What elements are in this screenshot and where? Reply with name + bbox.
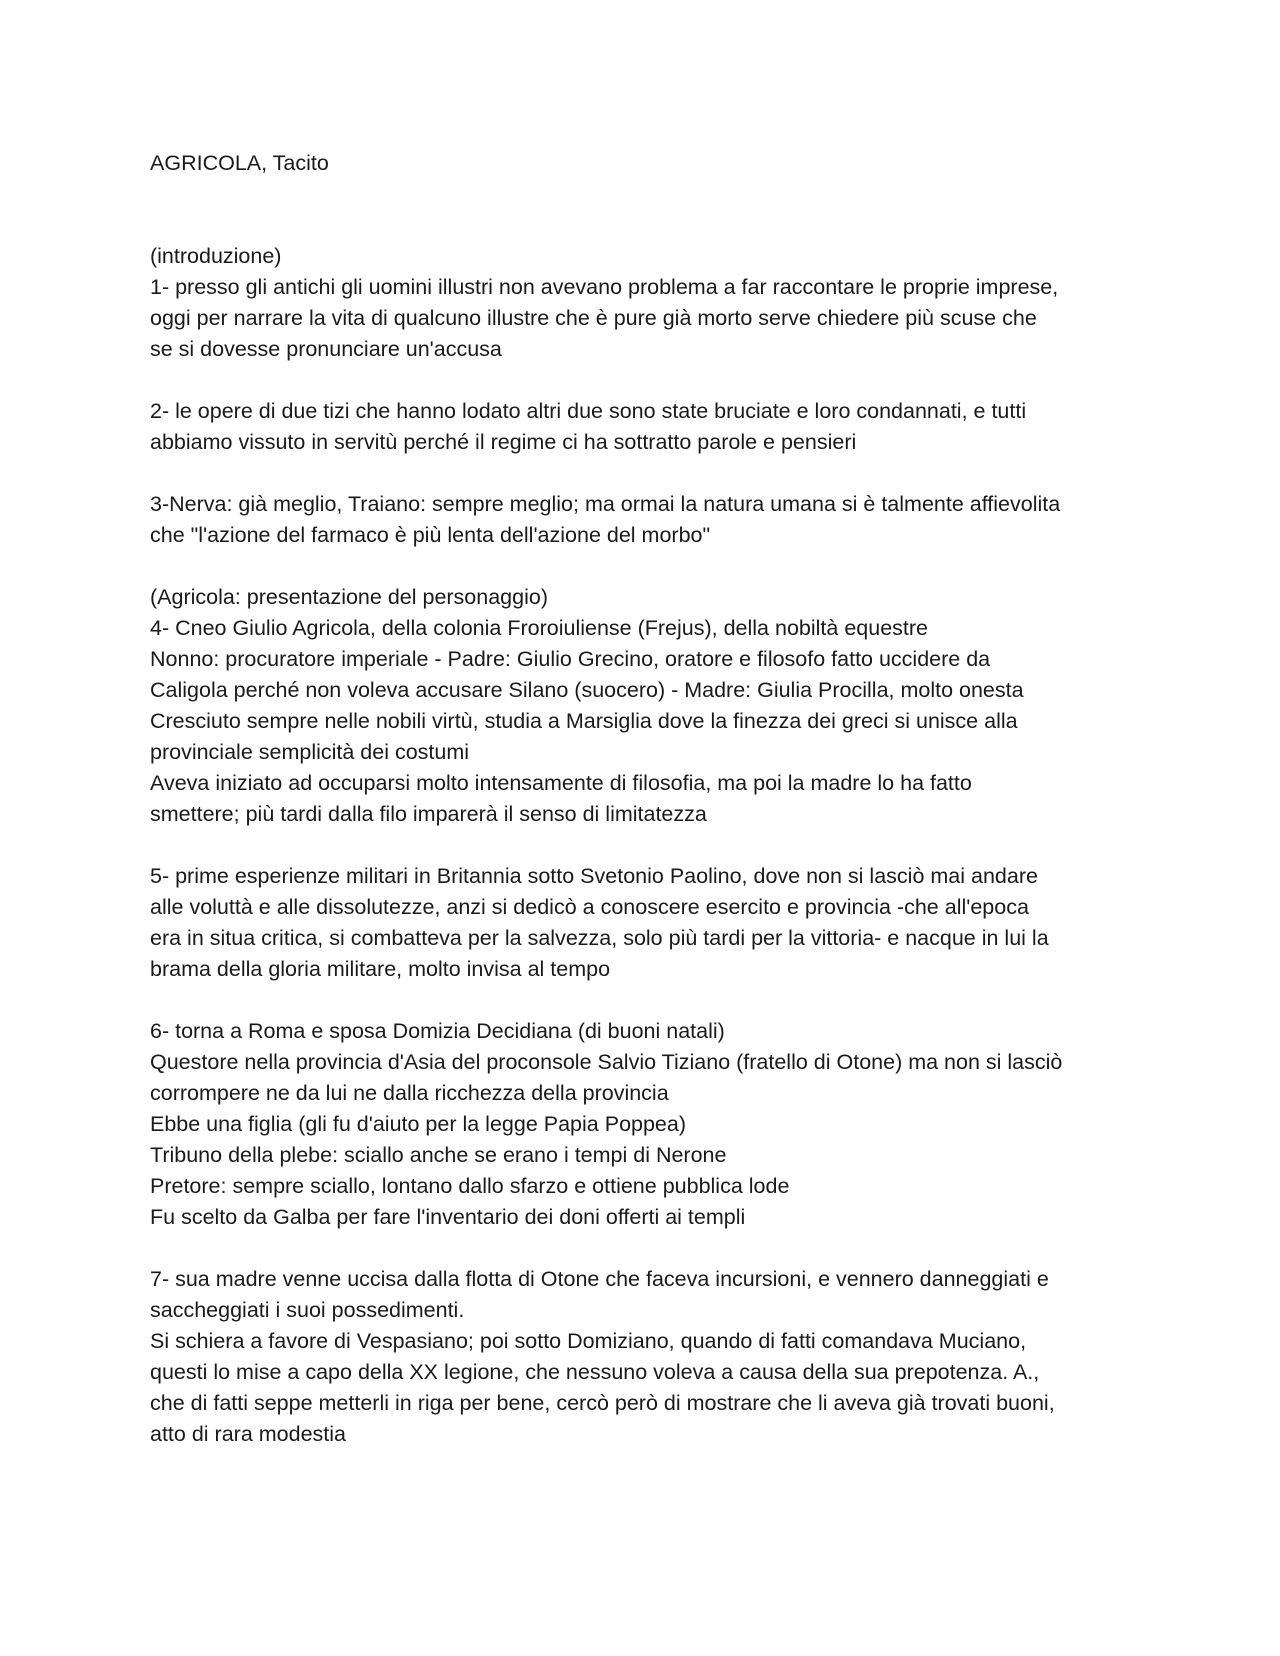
text-line: 2- le opere di due tizi che hanno lodato altri due sono state bruciate e loro condannati, e tutti	[150, 399, 1027, 423]
text-line: se si dovesse pronunciare un'accusa	[150, 337, 502, 361]
text-line: 4- Cneo Giulio Agricola, della colonia Froroiuliense (Frejus), della nobiltà equestre	[150, 616, 928, 640]
paragraph-2	[150, 396, 1140, 458]
text-line: provinciale semplicità dei costumi	[150, 740, 470, 764]
text-line: 1- presso gli antichi gli uomini illustri non avevano problema a far raccontare le proprie imprese,	[150, 275, 1059, 299]
section-heading-agricola: (Agricola: presentazione del personaggio)	[150, 585, 548, 609]
text-line: che "l'azione del farmaco è più lenta dell'azione del morbo"	[150, 523, 711, 547]
text-line: Si schiera a favore di Vespasiano; poi sotto Domiziano, quando di fatti comandava Muciano,	[150, 1329, 1027, 1353]
text-line: Questore nella provincia d'Asia del proconsole Salvio Tiziano (fratello di Otone) ma non si lasciò	[150, 1050, 1063, 1074]
text-line: Tribuno della plebe: sciallo anche se erano i tempi di Nerone	[150, 1143, 727, 1167]
text-line: 7- sua madre venne uccisa dalla flotta di Otone che faceva incursioni, e vennero danneggiati e	[150, 1267, 1049, 1291]
paragraph-7	[150, 1264, 1140, 1450]
paragraph-3	[150, 489, 1140, 551]
text-line: saccheggiati i suoi possedimenti.	[150, 1298, 465, 1322]
text-line: smettere; più tardi dalla filo imparerà il senso di limitatezza	[150, 802, 707, 826]
text-line: che di fatti seppe metterli in riga per bene, cercò però di mostrare che li aveva già trovati buoni,	[150, 1391, 1055, 1415]
text-line: brama della gloria militare, molto invisa al tempo	[150, 957, 611, 981]
document-body	[150, 148, 1140, 1450]
text-line: alle voluttà e alle dissolutezze, anzi si dedicò a conoscere esercito e provincia -che all'epoca	[150, 895, 1029, 919]
text-line: oggi per narrare la vita di qualcuno illustre che è pure già morto serve chiedere più scuse che	[150, 306, 1037, 330]
text-line: corrompere ne da lui ne dalla ricchezza della provincia	[150, 1081, 669, 1105]
paragraph-5	[150, 861, 1140, 985]
text-line: Cresciuto sempre nelle nobili virtù, studia a Marsiglia dove la finezza dei greci si unisce alla	[150, 709, 1018, 733]
paragraph-6	[150, 1016, 1140, 1233]
text-line: 3-Nerva: già meglio, Traiano: sempre meglio; ma ormai la natura umana si è talmente affievolita	[150, 492, 1061, 516]
text-line: Fu scelto da Galba per fare l'inventario dei doni offerti ai templi	[150, 1205, 746, 1229]
text-line: 6- torna a Roma e sposa Domizia Decidiana (di buoni natali)	[150, 1019, 725, 1043]
text-line: questi lo mise a capo della XX legione, che nessuno voleva a causa della sua prepotenza. A.,	[150, 1360, 1040, 1384]
text-line: 5- prime esperienze militari in Britannia sotto Svetonio Paolino, dove non si lasciò mai andare	[150, 864, 1038, 888]
paragraph-4	[150, 613, 1140, 830]
text-line: atto di rara modestia	[150, 1422, 346, 1446]
document-title: AGRICOLA, Tacito	[150, 151, 329, 175]
text-line: Caligola perché non voleva accusare Silano (suocero) - Madre: Giulia Procilla, molto onesta	[150, 678, 1024, 702]
text-line: Nonno: procuratore imperiale - Padre: Giulio Grecino, oratore e filosofo fatto uccidere da	[150, 647, 991, 671]
section-heading-introduzione: (introduzione)	[150, 244, 282, 268]
paragraph-1	[150, 272, 1140, 365]
text-line: Aveva iniziato ad occuparsi molto intensamente di filosofia, ma poi la madre lo ha fatto	[150, 771, 972, 795]
text-line: Pretore: sempre sciallo, lontano dallo sfarzo e ottiene pubblica lode	[150, 1174, 790, 1198]
text-line: abbiamo vissuto in servitù perché il regime ci ha sottratto parole e pensieri	[150, 430, 857, 454]
text-line: era in situa critica, si combatteva per la salvezza, solo più tardi per la vittoria- e nacque in lui la	[150, 926, 1049, 950]
text-line: Ebbe una figlia (gli fu d'aiuto per la legge Papia Poppea)	[150, 1112, 687, 1136]
